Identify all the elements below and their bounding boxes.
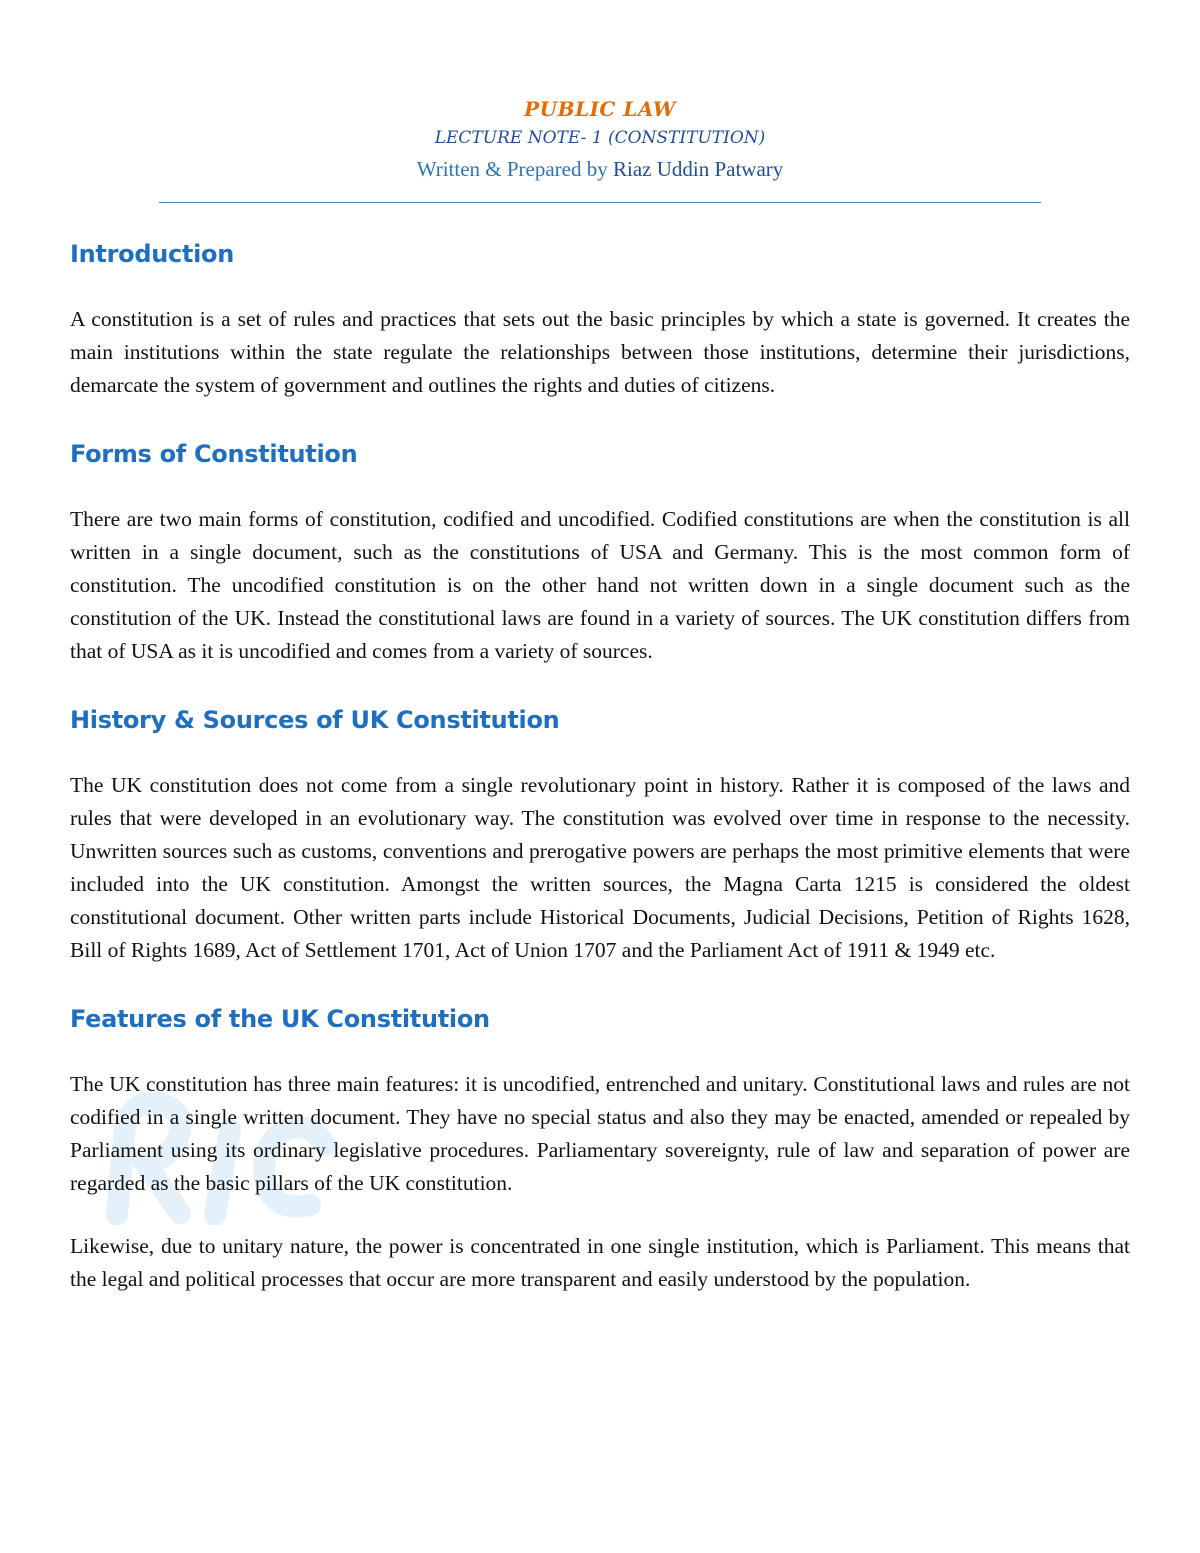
document-header	[0, 94, 1200, 186]
section-features	[70, 997, 1130, 1296]
paragraph: A constitution is a set of rules and practices that sets out the basic principles by which a state is governed. It creates the main institutions within the state regulate the relationships between those institutions, determine their jurisdictions, demarcate the system of government and outlines the rights and duties of citizens.	[70, 307, 1130, 397]
section-introduction	[70, 232, 1130, 402]
section-history-and-sources	[70, 698, 1130, 967]
paragraph: The UK constitution has three main features: it is uncodified, entrenched and unitary. Constitutional laws and rules are not codified in a single written document. They have no special status and also they may be enacted, amended or repealed by Parliament using its ordinary legislative procedures. Parliamentary sovereignty, rule of law and separation of power are regarded as the basic pillars of the UK constitution.	[70, 1072, 1130, 1195]
document-title: PUBLIC LAW	[524, 97, 676, 121]
section-forms-of-constitution	[70, 432, 1130, 668]
author-name: Riaz Uddin Patwary	[612, 157, 784, 181]
document-subtitle: LECTURE NOTE- 1 (CONSTITUTION)	[434, 128, 766, 148]
section-heading: Features of the UK Constitution	[70, 1005, 490, 1033]
section-heading: Forms of Constitution	[70, 440, 358, 468]
paragraph: Likewise, due to unitary nature, the power is concentrated in one single institution, which is Parliament. This means that the legal and political processes that occur are more transparent and easily understood by the population.	[70, 1234, 1130, 1291]
header-divider	[159, 202, 1041, 203]
document-body	[70, 232, 1130, 1326]
paragraph: There are two main forms of constitution, codified and uncodified. Codified constitutions are when the constitution is all written in a single document, such as the constitutions of USA and Germany. This is the most common form of constitution. The uncodified constitution is on the other hand not written down in a single document such as the constitution of the UK. Instead the constitutional laws are found in a variety of sources. The UK constitution differs from that of USA as it is uncodified and comes from a variety of sources.	[70, 507, 1130, 663]
section-heading: History & Sources of UK Constitution	[70, 706, 560, 734]
paragraph: The UK constitution does not come from a single revolutionary point in history. Rather it is composed of the laws and rules that were developed in an evolutionary way. The constitution was evolved over time in response to the necessity. Unwritten sources such as customs, conventions and prerogative powers are perhaps the most primitive elements that were included into the UK constitution. Amongst the written sources, the Magna Carta 1215 is considered the oldest constitutional document. Other written parts include Historical Documents, Judicial Decisions, Petition of Rights 1628, Bill of Rights 1689, Act of Settlement 1701, Act of Union 1707 and the Parliament Act of 1911 & 1949 etc.	[70, 773, 1130, 962]
section-heading: Introduction	[70, 240, 234, 268]
author-prefix: Written & Prepared by	[416, 157, 613, 181]
author-line	[0, 152, 1200, 186]
